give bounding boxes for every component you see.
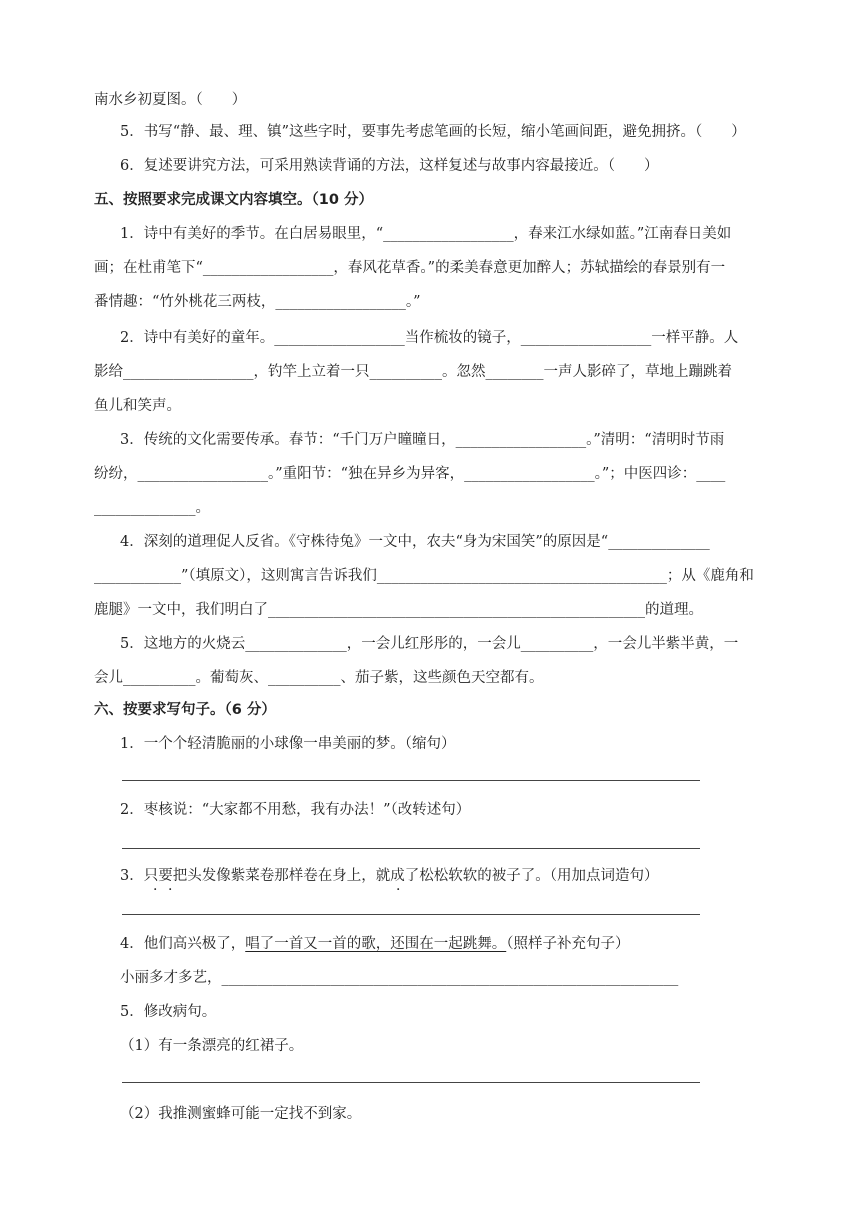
- s6-q1-answer-line[interactable]: [122, 780, 700, 781]
- s6-q1: 1．一个个轻清脆丽的小球像一串美丽的梦。（缩句）: [120, 736, 456, 752]
- s6-q2-answer-line[interactable]: [122, 848, 700, 849]
- s5-q1-line1: 1．诗中有美好的季节。在白居易眼里，“__________________，春来江水绿如蓝。”江南春日美如: [120, 226, 732, 242]
- s6-q5-item1-answer-line[interactable]: [122, 1082, 700, 1083]
- s5-q4-line2: ____________”（填原文），这则寓言告诉我们________________________________________；从《鹿角和: [94, 568, 754, 584]
- s5-q5-line1: 5．这地方的火烧云______________，一会儿红彤彤的，一会儿__________，一会儿半紫半黄，一: [120, 636, 739, 652]
- s5-q4-line1: 4．深刻的道理促人反省。《守株待兔》一文中，农夫“身为宋国笑”的原因是“______________: [120, 534, 710, 550]
- s5-q1-line2: 画；在杜甫笔下“__________________，春风花草香。”的柔美春意更加醉人；苏轼描绘的春景别有一: [94, 260, 726, 276]
- section-5-heading: 五、按照要求完成课文内容填空。（10 分）: [94, 192, 373, 208]
- s5-q1-line3: 番情趣：“竹外桃花三两枝，__________________。”: [94, 294, 421, 310]
- item-6-statement: 6．复述要讲究方法，可采用熟读背诵的方法，这样复述与故事内容最接近。（ ）: [120, 158, 659, 174]
- s6-q2: 2．枣核说：“大家都不用愁，我有办法！”（改转述句）: [120, 802, 471, 818]
- s6-q5-item1: （1）有一条漂亮的红裙子。: [120, 1038, 304, 1054]
- s6-q4-fill-line: 小丽多才多艺，_______________________________________________________________: [120, 970, 679, 986]
- s5-q5-line2: 会儿__________。葡萄灰、__________、茄子紫，这些颜色天空都有。: [94, 670, 544, 686]
- s5-q4-line3: 鹿腿》一文中，我们明白了____________________________________________________的道理。: [94, 602, 703, 618]
- s6-q5-item2: （2）我推测蜜蜂可能一定找不到家。: [120, 1106, 362, 1122]
- item-5-statement: 5．书写“静、最、理、镇”这些字时，要事先考虑笔画的长短，缩小笔画间距，避免拥挤。（ ）: [120, 124, 746, 140]
- item-4-tail: 南水乡初夏图。（ ）: [94, 92, 247, 108]
- emphasis-dot: ·: [153, 882, 158, 898]
- s6-q3-answer-line[interactable]: [122, 914, 700, 915]
- s6-q5: 5．修改病句。: [120, 1004, 217, 1020]
- s5-q2-line2: 影给__________________，钓竿上立着一只__________。忽然________一声人影碎了，草地上蹦跳着: [94, 364, 732, 380]
- emphasis-dot: ·: [396, 882, 401, 898]
- s5-q2-line3: 鱼儿和笑声。: [94, 398, 181, 414]
- s5-q3-line1: 3．传统的文化需要传承。春节：“千门万户曈曈日，__________________。”清明：“清明时节雨: [120, 432, 725, 448]
- s6-q3: 3．只要把头发像紫菜卷那样卷在身上，就成了松松软软的被子了。（用加点词造句）: [120, 868, 659, 884]
- s6-q4: [120, 934, 629, 954]
- s5-q3-line2: 纷纷，__________________。”重阳节：“独在异乡为异客，__________________。”；中医四诊：____: [94, 466, 726, 482]
- s6-q4-underlined-example: 唱了一首又一首的歌，还围在一起跳舞。: [245, 936, 507, 952]
- s5-q3-line3: ______________。: [94, 500, 210, 516]
- section-6-heading: 六、按要求写句子。（6 分）: [94, 702, 276, 718]
- emphasis-dot: ·: [168, 882, 173, 898]
- s6-q4-instruction: （照样子补充句子）: [506, 936, 630, 952]
- s5-q2-line1: 2．诗中有美好的童年。__________________当作梳妆的镜子，__________________一样平静。人: [120, 330, 739, 346]
- s6-q4-prefix: 4．他们高兴极了，: [120, 936, 246, 952]
